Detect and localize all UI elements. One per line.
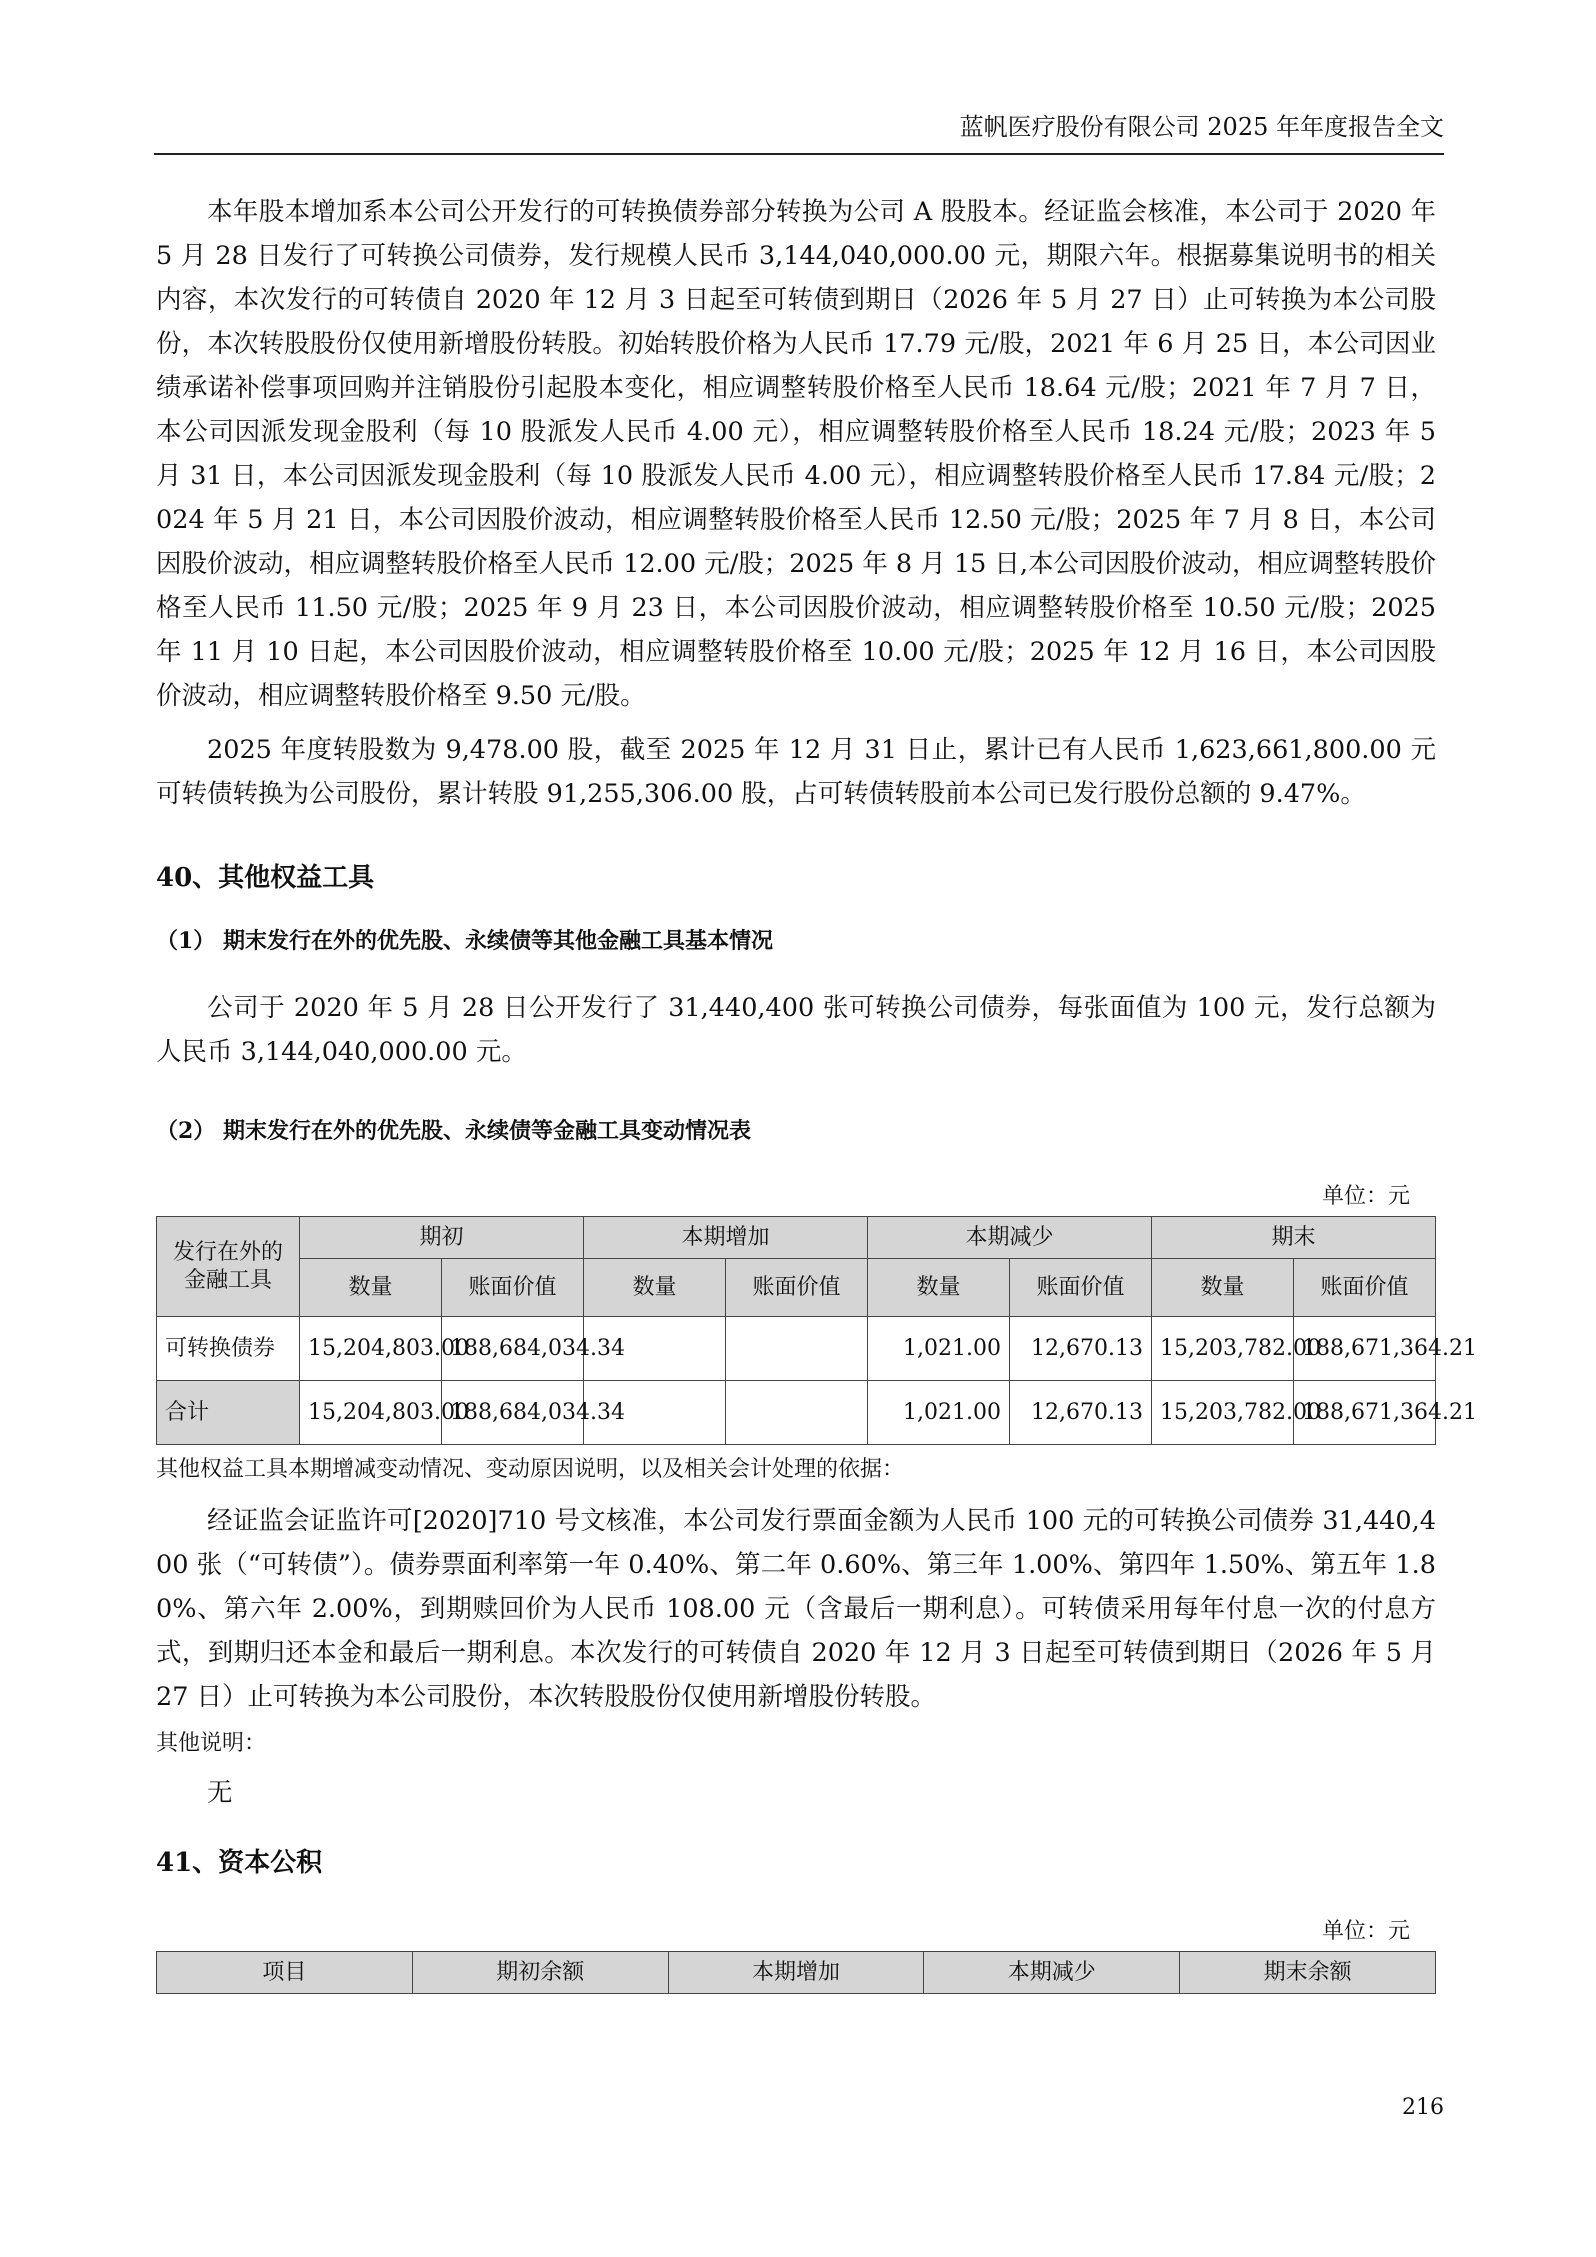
other-notes-label: 其他说明：	[156, 1731, 267, 1756]
paragraph-bond-terms: 经证监会证监许可[2020]710 号文核准，本公司发行票面金额为人民币 100 元的可转换公司债券 31,440,400 张（“可转债”）。债券票面利率第一年 0.40%、第二年 0.60%、第三年 1.00%、第四年 1.50%、第五年 1.80%、第六年 2.00%，到期赎回价为人民币 108.00 元（含最后一期利息）。可转债采用每年付息一次的付息方式，到期归还本金和最后一期利息。本次发行的可转债自 2020 年 12 月 3 日起至可转债到期日（2026 年 5 月 27 日）止可转换为本公司股份，本次转股股份仅使用新增股份转股。	[156, 1506, 1436, 1712]
header-divider	[154, 153, 1444, 155]
section-41-title: 41、资本公积	[156, 1848, 323, 1878]
subheader-quantity: 数量	[300, 1259, 442, 1317]
capital-reserve-table	[156, 1951, 1436, 1994]
group-header-closing: 期末	[1152, 1217, 1436, 1259]
subheader-quantity: 数量	[1152, 1259, 1294, 1317]
group-header-increase: 本期增加	[584, 1217, 868, 1259]
paragraph-conversion-summary: 2025 年度转股数为 9,478.00 股，截至 2025 年 12 月 31 日止，累计已有人民币 1,623,661,800.00 元可转债转换为公司股份，累计转股 91,255,306.00 股，占可转债转股前本公司已发行股份总额的 9.47%。	[156, 735, 1436, 809]
subheader-book-value: 账面价值	[726, 1259, 868, 1317]
page-number: 216	[1402, 2095, 1444, 2120]
row-label: 合计	[157, 1381, 300, 1445]
other-notes-text: 无	[207, 1778, 233, 1808]
group-header-decrease: 本期减少	[868, 1217, 1152, 1259]
table-row-total	[157, 1381, 1436, 1445]
cell-value: 15,204,803.00	[300, 1381, 442, 1445]
header-closing-balance: 期末余额	[1180, 1952, 1436, 1994]
cell-value: 188,684,034.34	[442, 1381, 584, 1445]
cell-value	[726, 1381, 868, 1445]
table-note-label: 其他权益工具本期增减变动情况、变动原因说明，以及相关会计处理的依据：	[156, 1457, 905, 1482]
cell-value: 1,021.00	[868, 1381, 1010, 1445]
table-unit-label: 单位：元	[1321, 1919, 1410, 1944]
page-content	[156, 190, 1477, 1994]
cell-value: 15,203,782.00	[1152, 1381, 1294, 1445]
cell-value: 188,684,034.34	[442, 1317, 584, 1381]
subheader-quantity: 数量	[584, 1259, 726, 1317]
subsection-1-title: （1） 期末发行在外的优先股、永续债等其他金融工具基本情况	[156, 928, 773, 954]
cell-value: 15,204,803.00	[300, 1317, 442, 1381]
section-40-title: 40、其他权益工具	[156, 863, 375, 893]
subheader-book-value: 账面价值	[1010, 1259, 1152, 1317]
cell-value: 12,670.13	[1010, 1317, 1152, 1381]
header-opening-balance: 期初余额	[412, 1952, 668, 1994]
cell-value: 15,203,782.00	[1152, 1317, 1294, 1381]
equity-instruments-table	[156, 1216, 1477, 1445]
table-row	[157, 1317, 1436, 1381]
header-decrease: 本期减少	[924, 1952, 1180, 1994]
row-label: 可转换债券	[157, 1317, 300, 1381]
header-increase: 本期增加	[668, 1952, 924, 1994]
subheader-quantity: 数量	[868, 1259, 1010, 1317]
cell-value: 1,021.00	[868, 1317, 1010, 1381]
subheader-book-value: 账面价值	[1294, 1259, 1436, 1317]
group-header-opening: 期初	[300, 1217, 584, 1259]
header-item: 项目	[157, 1952, 413, 1994]
subsection-2-title: （2） 期末发行在外的优先股、永续债等金融工具变动情况表	[156, 1118, 751, 1144]
cell-value: 188,671,364.21	[1294, 1381, 1436, 1445]
table-corner-header: 发行在外的金融工具	[157, 1217, 300, 1317]
cell-value	[726, 1317, 868, 1381]
paragraph-bond-issuance: 公司于 2020 年 5 月 28 日公开发行了 31,440,400 张可转换公司债券，每张面值为 100 元，发行总额为人民币 3,144,040,000.00 元。	[156, 993, 1436, 1067]
table-unit-label: 单位：元	[1321, 1184, 1410, 1209]
cell-value: 188,671,364.21	[1294, 1317, 1436, 1381]
page-header-title: 蓝帆医疗股份有限公司 2025 年年度报告全文	[959, 113, 1444, 141]
paragraph-share-capital: 本年股本增加系本公司公开发行的可转换债券部分转换为公司 A 股股本。经证监会核准，本公司于 2020 年 5 月 28 日发行了可转换公司债券，发行规模人民币 3,144,040,000.00 元，期限六年。根据募集说明书的相关内容，本次发行的可转债自 2020 年 12 月 3 日起至可转债到期日（2026 年 5 月 27 日）止可转换为本公司股份，本次转股股份仅使用新增股份转股。初始转股价格为人民币 17.79 元/股，2021 年 6 月 25 日，本公司因业绩承诺补偿事项回购并注销股份引起股本变化，相应调整转股价格至人民币 18.64 元/股；2021 年 7 月 7 日，本公司因派发现金股利（每 10 股派发人民币 4.00 元），相应调整转股价格至人民币 18.24 元/股；2023 年 5 月 31 日，本公司因派发现金股利（每 10 股派发人民币 4.00 元），相应调整转股价格至人民币 17.84 元/股；2024 年 5 月 21 日，本公司因股价波动，相应调整转股价格至人民币 12.50 元/股；2025 年 7 月 8 日，本公司因股价波动，相应调整转股价格至人民币 12.00 元/股；2025 年 8 月 15 日,本公司因股价波动，相应调整转股价格至人民币 11.50 元/股；2025 年 9 月 23 日，本公司因股价波动，相应调整转股价格至 10.50 元/股；2025 年 11 月 10 日起，本公司因股价波动，相应调整转股价格至 10.00 元/股；2025 年 12 月 16 日，本公司因股价波动，相应调整转股价格至 9.50 元/股。	[156, 197, 1437, 711]
subheader-book-value: 账面价值	[442, 1259, 584, 1317]
cell-value: 12,670.13	[1010, 1381, 1152, 1445]
